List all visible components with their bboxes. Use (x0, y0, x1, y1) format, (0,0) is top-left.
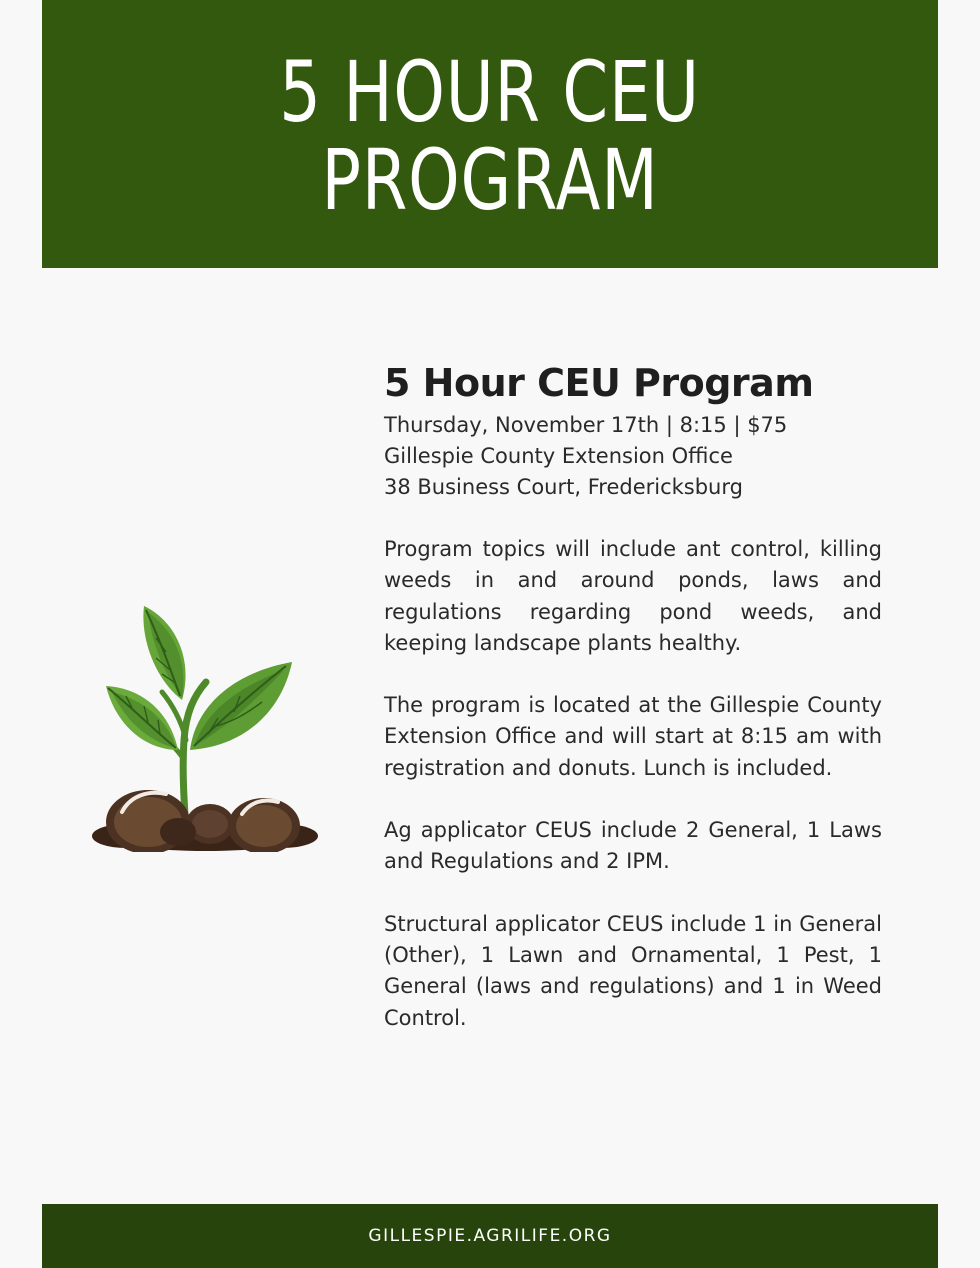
event-details (384, 360, 882, 1034)
footer-website: GILLESPIE.AGRILIFE.ORG (368, 1226, 612, 1246)
event-address: 38 Business Court, Fredericksburg (384, 475, 743, 499)
event-venue: Gillespie County Extension Office (384, 444, 733, 468)
ag-applicator-paragraph: Ag applicator CEUS include 2 General, 1 Laws and Regulations and 2 IPM. (384, 818, 882, 874)
program-location-paragraph: The program is located at the Gillespie County Extension Office and will start at 8:15 am with registration and donuts. Lunch is included. (384, 693, 882, 780)
header-title-line-1: 5 HOUR CEU (279, 43, 701, 141)
event-date-time-price: Thursday, November 17th | 8:15 | $75 (384, 413, 788, 437)
header-banner (42, 0, 938, 268)
program-topics-paragraph: Program topics will include ant control, killing weeds in and around ponds, laws and regulations regarding pond weeds, and keeping landscape plants healthy. (384, 537, 882, 655)
footer-banner (42, 1204, 938, 1268)
event-title: 5 Hour CEU Program (384, 361, 814, 405)
structural-applicator-paragraph: Structural applicator CEUS include 1 in General (Other), 1 Lawn and Ornamental, 1 Pest, 1 General (laws and regulations) and 1 in Weed Control. (384, 911, 882, 1030)
sprout-icon (86, 600, 322, 852)
header-title-line-2: PROGRAM (321, 131, 659, 229)
